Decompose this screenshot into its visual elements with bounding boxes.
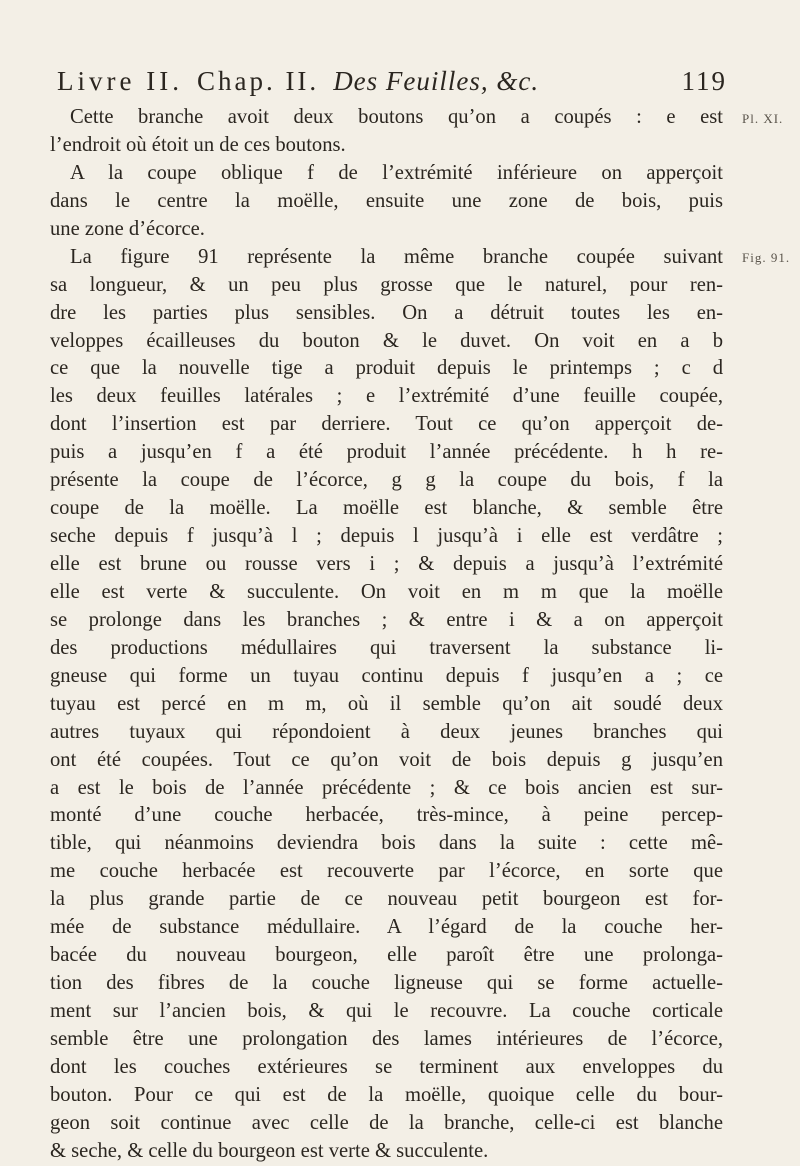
text-line: bacée du nouveau bourgeon, elle paroît être une prolonga- — [50, 944, 723, 967]
text-line: une zone d’écorce. — [50, 217, 205, 240]
text-line: mée de substance médullaire. A l’égard de la couche her- — [50, 916, 723, 939]
text-line: dont l’insertion est par derriere. Tout ce qu’on apperçoit de- — [50, 413, 723, 436]
text-line: A la coupe oblique f de l’extrémité inférieure on apperçoit — [70, 161, 723, 184]
text-line: elle est verte & succulente. On voit en m m que la moëlle — [50, 580, 723, 603]
text-line: semble être une prolongation des lames intérieures de l’écorce, — [50, 1027, 723, 1050]
text-line: me couche herbacée est recouverte par l’écorce, en sorte que — [50, 860, 723, 883]
text-line: se prolonge dans les branches ; & entre i & a on apperçoit — [50, 608, 723, 631]
text-line: dont les couches extérieures se terminent aux enveloppes du — [50, 1055, 723, 1078]
text-line: présente la coupe de l’écorce, g g la coupe du bois, f la — [50, 469, 723, 492]
text-line: autres tuyaux qui répondoient à deux jeunes branches qui — [50, 720, 723, 743]
text-line: seche depuis f jusqu’à l ; depuis l jusqu’à i elle est verdâtre ; — [50, 525, 723, 548]
text-line: sa longueur, & un peu plus grosse que le naturel, pour ren- — [50, 273, 723, 296]
text-line: ment sur l’ancien bois, & qui le recouvre. La couche corticale — [50, 1000, 723, 1022]
header-chapter: Chap. II. — [196, 66, 320, 96]
text-line: geon soit continue avec celle de la branche, celle-ci est blanche — [50, 1111, 723, 1134]
text-line: La figure 91 représente la même branche coupée suivant — [70, 245, 723, 268]
page-number: 119 — [681, 66, 727, 96]
text-line: ont été coupées. Tout ce qu’on voit de bois depuis g jusqu’en — [50, 748, 723, 771]
header-title: Des Feuilles, &c. — [333, 66, 540, 96]
text-line: elle est brune ou rousse vers i ; & depuis a jusqu’à l’extrémité — [50, 553, 723, 575]
text-line: dans le centre la moëlle, ensuite une zone de bois, puis — [50, 189, 723, 212]
text-line: gneuse qui forme un tuyau continu depuis f jusqu’en a ; ce — [50, 664, 723, 687]
header-book: Livre II. — [57, 66, 183, 96]
text-line: Cette branche avoit deux boutons qu’on a coupés : e est — [70, 106, 723, 128]
text-line: monté d’une couche herbacée, très-mince, à peine percep- — [50, 804, 723, 827]
text-line: puis a jusqu’en f a été produit l’année précédente. h h re- — [50, 441, 723, 464]
plate-reference: Pl. XI. — [742, 111, 784, 126]
body-text — [50, 104, 723, 1166]
text-line: tion des fibres de la couche ligneuse qui se forme actuelle- — [50, 972, 723, 995]
text-line: dre les parties plus sensibles. On a détruit toutes les en- — [50, 301, 723, 324]
text-line: des productions médullaires qui traversent la substance li- — [50, 636, 723, 659]
text-line: les deux feuilles latérales ; e l’extrémité d’une feuille coupée, — [50, 385, 723, 408]
text-line: & seche, & celle du bourgeon est verte & succulente. — [50, 1139, 489, 1162]
figure-reference: Fig. 91. — [742, 250, 791, 265]
text-line: a est le bois de l’année précédente ; & ce bois ancien est sur- — [50, 776, 723, 799]
text-line: tuyau est percé en m m, où il semble qu’on ait soudé deux — [50, 692, 723, 715]
text-line: tible, qui néanmoins deviendra bois dans la suite : cette mê- — [50, 832, 723, 855]
text-line: ce que la nouvelle tige a produit depuis le printemps ; c d — [50, 357, 723, 380]
text-line: veloppes écailleuses du bouton & le duvet. On voit en a b — [50, 329, 723, 352]
running-header — [57, 66, 727, 100]
text-line: bouton. Pour ce qui est de la moëlle, quoique celle du bour- — [50, 1083, 723, 1106]
text-line: l’endroit où étoit un de ces boutons. — [50, 133, 346, 156]
text-line: la plus grande partie de ce nouveau petit bourgeon est for- — [50, 888, 723, 911]
text-line: coupe de la moëlle. La moëlle est blanche, & semble être — [50, 497, 723, 520]
